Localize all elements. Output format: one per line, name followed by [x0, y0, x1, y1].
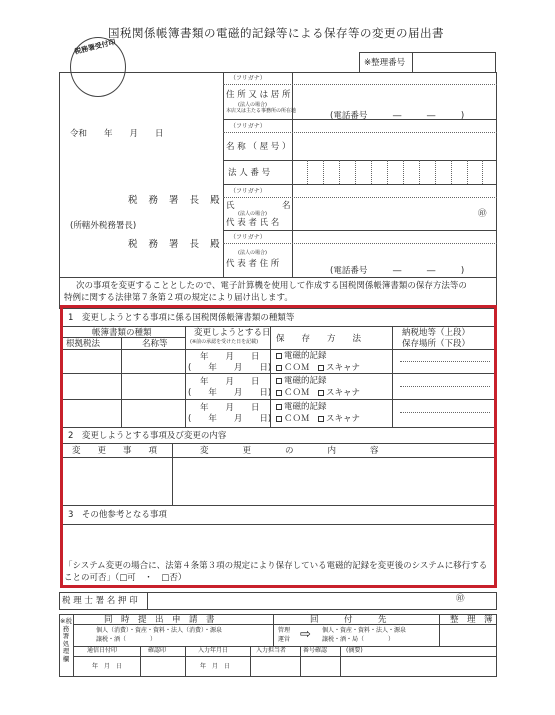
tax-accountant-label: 税 理 士 署 名 押 印: [62, 596, 138, 606]
row1-denji[interactable]: 電磁的記録: [276, 352, 327, 361]
kojin-4: 譲税・酒・局（ ）: [322, 636, 395, 643]
houjin-bangou-label: 法 人 番 号: [228, 168, 271, 178]
row3-com-scan[interactable]: ＣＯＭ スキャナ: [276, 415, 360, 424]
section3-note-1: 「システム変更の場合に、法第４条第３項の規定により保存している電磁的記録を変更後のシステムに移行する: [64, 561, 488, 571]
tekiyou-label: (摘要): [346, 647, 363, 654]
kojin-1: 個人（消費）・資産・資料・法人（消費）・源泉: [96, 627, 223, 634]
phone-1[interactable]: (電話番号 ― ― ): [330, 111, 465, 121]
kanri-1: 管理: [278, 627, 291, 634]
section3-heading: 3 その他参考となる事項: [68, 510, 167, 520]
tsushin-label: 通信日付印: [87, 647, 118, 654]
daihyou-sub: (法人の場合): [238, 211, 267, 217]
col-date: 変更しようとする日: [194, 328, 271, 338]
kaifu-label: 回 付 先: [310, 615, 387, 625]
seiri-bangou-label: ※整理番号: [364, 58, 406, 68]
row3-date-paren[interactable]: ( 年 月 日): [188, 414, 272, 424]
kakunin-label: 確認印: [148, 647, 167, 654]
daihyou-sub-2: (法人の場合): [238, 250, 267, 256]
section3-note-2[interactable]: ことの可否」（□可 ・ □否）: [64, 573, 187, 583]
checkbox-icon[interactable]: [276, 416, 282, 422]
intro-line-1: 次の事項を変更することとしたので、電子計算機を使用して作成する国税関係帳簿書類の保存方法等の: [76, 281, 467, 291]
kojin-3: 個人・資産・資料・法人・源泉: [322, 627, 407, 634]
shozai-note: (所轄外税務署長): [70, 221, 137, 231]
furigana-4: （フリガナ）: [230, 234, 266, 241]
tantou-label: 入力担当者: [256, 647, 287, 654]
kanri-2: 運営: [278, 636, 291, 643]
furigana-3: （フリガナ）: [230, 188, 266, 195]
checkbox-icon[interactable]: [318, 416, 324, 422]
row2-com-scan[interactable]: ＣＯＭ スキャナ: [276, 389, 360, 398]
daihyou-address-label: 代 表 者 住 所: [226, 259, 280, 269]
checkbox-icon[interactable]: [276, 404, 282, 410]
shimei-1: 氏: [226, 201, 235, 211]
row3-date[interactable]: 年 月 日: [200, 403, 260, 413]
furigana-1: （フリガナ）: [230, 75, 266, 82]
furigana-2: （フリガナ）: [230, 123, 266, 130]
address-sub2: 本店又は主たる事務所の所在地: [226, 108, 297, 114]
checkbox-icon[interactable]: [276, 353, 282, 359]
office-side-label: ※税務署処理欄: [60, 617, 72, 663]
seal-mark-2: ㊞: [456, 594, 465, 604]
arrow-icon: ⇨: [300, 627, 311, 642]
row1-date[interactable]: 年 月 日: [200, 352, 260, 362]
doji-label: 同 時 提 出 申 請 書: [104, 615, 215, 625]
row3-denji[interactable]: 電磁的記録: [276, 403, 327, 412]
checkbox-icon[interactable]: [276, 378, 282, 384]
col-content: 変 更 の 内 容: [200, 446, 379, 456]
col-place-1: 納税地等（上段）: [402, 328, 471, 338]
row1-com-scan[interactable]: ＣＯＭ スキャナ: [276, 364, 360, 373]
col-name: 名称等: [142, 339, 168, 349]
section1-heading: 1 変更しようとする事項に係る国税関係帳簿書類の種類等: [68, 313, 295, 323]
houjin-bangou-cells[interactable]: [292, 160, 497, 184]
checkbox-icon[interactable]: [276, 365, 282, 371]
col-kind: 帳簿書類の種類: [92, 328, 152, 338]
date-field[interactable]: 令和 年 月 日: [70, 129, 164, 139]
row2-date[interactable]: 年 月 日: [200, 377, 260, 387]
seiribo-label: 整 理 簿: [450, 615, 493, 625]
phone-2[interactable]: (電話番号 ― ― ): [330, 266, 465, 276]
date-small-2: 年 月 日: [200, 663, 231, 670]
intro-line-2: 特例に関する法律第７条第２項の規定により届け出します。: [64, 293, 293, 303]
col-item: 変 更 事 項: [72, 446, 158, 456]
reception-stamp-label: 税務署受付印: [73, 38, 117, 56]
zeimusho-dono-2: 税 務 署 長 殿: [128, 239, 224, 250]
kojin-2: 譲税・酒（ ）: [96, 636, 157, 643]
col-method: 保 存 方 法: [276, 334, 362, 344]
col-date-sub: (※前の承認を受けた日を記載): [190, 339, 259, 345]
shimei-2: 名: [282, 201, 291, 211]
col-place-2: 保存場所（下段）: [402, 339, 471, 349]
checkbox-icon[interactable]: [276, 390, 282, 396]
section2-heading: 2 変更しようとする事項及び変更の内容: [68, 431, 227, 441]
row2-date-paren[interactable]: ( 年 月 日): [188, 388, 272, 398]
col-law: 根拠税法: [66, 339, 101, 349]
address-sub1: (法人の場合): [238, 102, 267, 108]
form-title: 国税関係帳簿書類の電磁的記録等による保存等の変更の届出書: [108, 26, 444, 40]
row1-date-paren[interactable]: ( 年 月 日): [188, 363, 272, 373]
row2-denji[interactable]: 電磁的記録: [276, 377, 327, 386]
daihyou-name-label: 代 表 者 氏 名: [226, 218, 280, 228]
checkbox-icon[interactable]: [318, 365, 324, 371]
seal-mark-1: ㊞: [478, 209, 487, 219]
nyuryoku-label: 入力年月日: [198, 647, 229, 654]
address-label: 住 所 又 は 居 所: [226, 90, 291, 100]
date-small-1: 年 月 日: [92, 663, 123, 670]
bangou-label: 番号確認: [303, 647, 328, 654]
zeimusho-dono: 税 務 署 長 殿: [128, 195, 224, 206]
checkbox-icon[interactable]: [318, 390, 324, 396]
name-label: 名 称 （ 屋 号 ）: [226, 142, 291, 152]
